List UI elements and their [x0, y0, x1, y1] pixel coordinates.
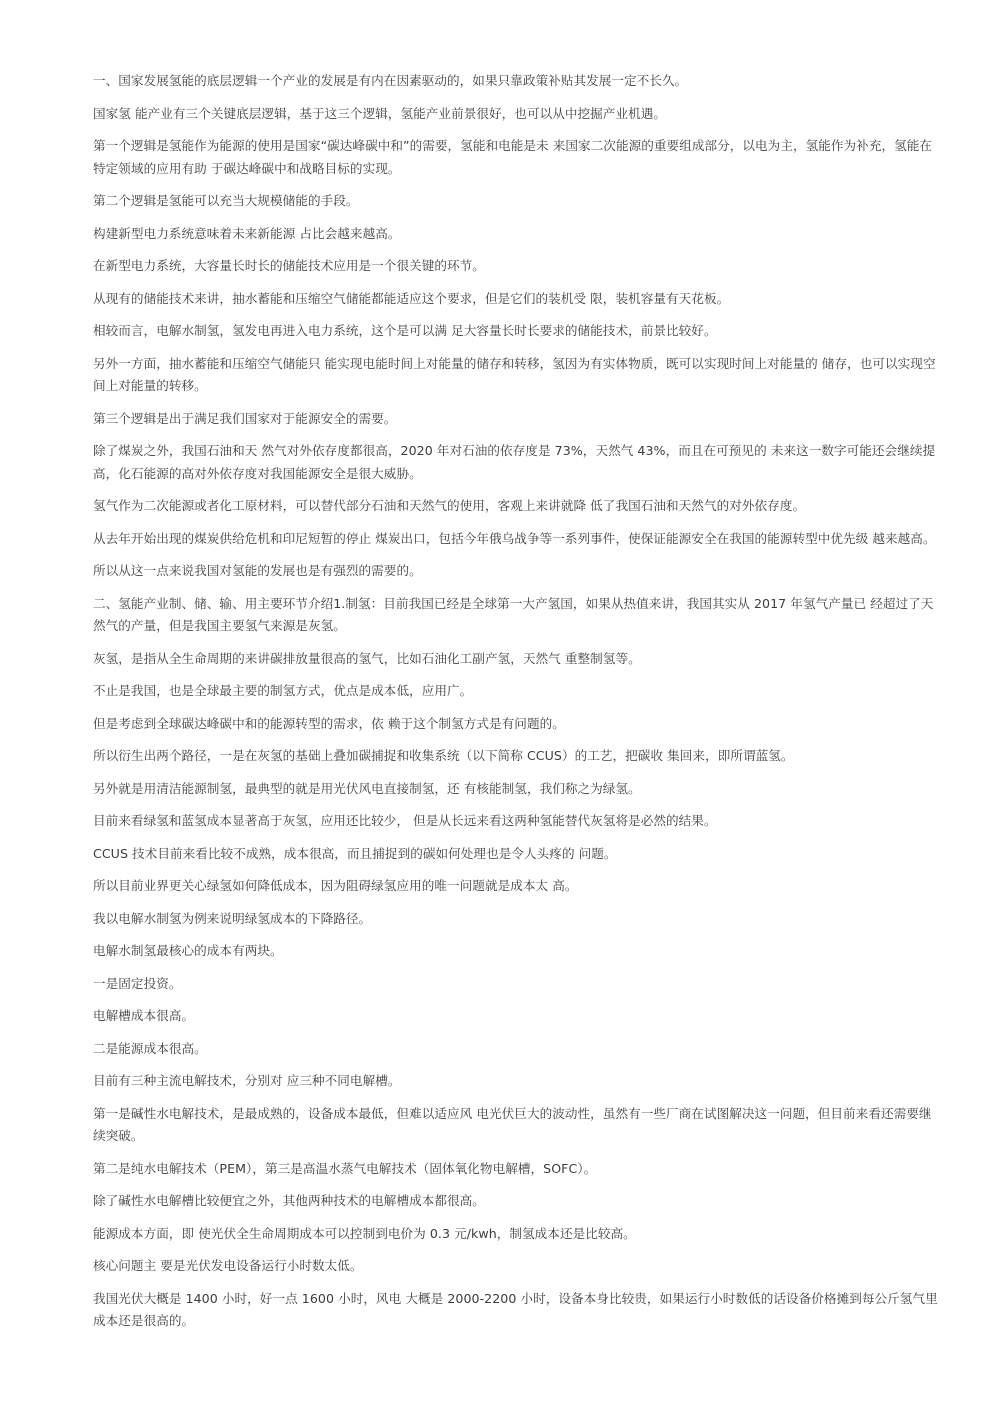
paragraph: 所以从这一点来说我国对氢能的发展也是有强烈的需要的。: [93, 563, 422, 578]
paragraph: 二是能源成本很高。: [93, 1040, 207, 1056]
document-body: [93, 70, 943, 1343]
paragraph: 第三个逻辑是出于满足我们国家对于能源安全的需要。: [93, 410, 397, 426]
paragraph: 我国光伏大概是 1400 小时，好一点 1600 小时，风电 大概是 2000-2200 小时，设备本身比较贵，如果运行小时数低的话设备价格摊到每公斤氢气里成本还是很高的。: [93, 1290, 938, 1328]
paragraph: 目前来看绿氢和蓝氢成本显著高于灰氢，应用还比较少， 但是从长远来看这两种氢能替代灰氢将是必然的结果。: [93, 813, 717, 828]
paragraph: 另外就是用清洁能源制氢，最典型的就是用光伏风电直接制氢，还 有核能制氢，我们称之为绿氢。: [93, 780, 641, 796]
paragraph: 一、国家发展氢能的底层逻辑一个产业的发展是有内在因素驱动的，如果只靠政策补贴其发展一定不长久。: [93, 73, 688, 88]
paragraph: 从现有的储能技术来讲，抽水蓄能和压缩空气储能都能适应这个要求，但是它们的装机受 限，装机容量有天花板。: [93, 290, 730, 306]
paragraph: 除了煤炭之外，我国石油和天 然气对外依存度都很高，2020 年对石油的依存度是 73%，天然气 43%，而且在可预见的 未来这一数字可能还会继续提高，化石能源的高对外依存度对我国能源安全是很大威胁。: [93, 443, 936, 481]
paragraph: 第一个逻辑是氢能作为能源的使用是国家“碳达峰碳中和”的需要，氢能和电能是未 来国家二次能源的重要组成部分，以电为主，氢能作为补充，氢能在特定领域的应用有助 于碳达峰碳中和战略目标的实现。: [93, 138, 933, 176]
paragraph: 不止是我国，也是全球最主要的制氢方式，优点是成本低，应用广。: [93, 683, 473, 698]
paragraph: CCUS 技术目前来看比较不成熟，成本很高，而且捕捉到的碳如何处理也是令人头疼的 问题。: [93, 845, 617, 861]
paragraph: 一是固定投资。: [93, 975, 182, 991]
paragraph: 第二个逻辑是氢能可以充当大规模储能的手段。: [93, 193, 359, 208]
paragraph: 但是考虑到全球碳达峰碳中和的能源转型的需求，依 赖于这个制氢方式是有问题的。: [93, 715, 565, 731]
paragraph: 第一是碱性水电解技术，是最成熟的，设备成本最低，但难以适应风 电光伏巨大的波动性，虽然有一些厂商在试图解决这一问题，但目前来看还需要继续突破。: [93, 1105, 932, 1143]
paragraph: 在新型电力系统，大容量长时长的储能技术应用是一个很关键的环节。: [93, 258, 485, 273]
paragraph: 构建新型电力系统意味着未来新能源 占比会越来越高。: [93, 225, 401, 241]
paragraph: 相较而言，电解水制氢，氢发电再进入电力系统，这个是可以满 足大容量长时长要求的储能技术，前景比较好。: [93, 323, 717, 338]
paragraph: 电解槽成本很高。: [93, 1008, 195, 1023]
paragraph: 能源成本方面，即 使光伏全生命周期成本可以控制到电价为 0.3 元/kwh，制氢成本还是比较高。: [93, 1225, 636, 1241]
paragraph: 灰氢，是指从全生命周期的来讲碳排放量很高的氢气，比如石油化工副产氢，天然气 重整制氢等。: [93, 650, 641, 666]
paragraph: 我以电解水制氢为例来说明绿氢成本的下降路径。: [93, 910, 372, 926]
paragraph: 国家氢 能产业有三个关键底层逻辑，基于这三个逻辑，氢能产业前景很好，也可以从中挖掘产业机遇。: [93, 105, 667, 121]
paragraph: 二、氢能产业制、储、输、用主要环节介绍1.制氢：目前我国已经是全球第一大产氢国，如果从热值来讲，我国其实从 2017 年氢气产量已 经超过了天然气的产量，但是我国主要氢气来源是灰氢。: [93, 595, 934, 633]
paragraph: 所以目前业界更关心绿氢如何降低成本，因为阻碍绿氢应用的唯一问题就是成本太 高。: [93, 878, 578, 893]
paragraph: 电解水制氢最核心的成本有两块。: [93, 943, 283, 958]
paragraph: 目前有三种主流电解技术，分别对 应三种不同电解槽。: [93, 1073, 401, 1088]
paragraph: 另外一方面，抽水蓄能和压缩空气储能只 能实现电能时间上对能量的储存和转移，氢因为有实体物质，既可以实现时间上对能量的 储存，也可以实现空间上对能量的转移。: [93, 355, 936, 393]
paragraph: 氢气作为二次能源或者化工原材料，可以替代部分石油和天然气的使用，客观上来讲就降 低了我国石油和天然气的对外依存度。: [93, 498, 806, 513]
paragraph: 第二是纯水电解技术（PEM），第三是高温水蒸气电解技术（固体氧化物电解槽，SOFC）。: [93, 1160, 597, 1176]
paragraph: 所以衍生出两个路径，一是在灰氢的基础上叠加碳捕捉和收集系统（以下简称 CCUS）的工艺，把碳收 集回来，即所谓蓝氢。: [93, 748, 794, 763]
paragraph: 核心问题主 要是光伏发电设备运行小时数太低。: [93, 1258, 363, 1273]
paragraph: 从去年开始出现的煤炭供给危机和印尼短暂的停止 煤炭出口，包括今年俄乌战争等一系列事件，使保证能源安全在我国的能源转型中优先级 越来越高。: [93, 530, 936, 546]
paragraph: 除了碱性水电解槽比较便宜之外，其他两种技术的电解槽成本都很高。: [93, 1193, 485, 1208]
